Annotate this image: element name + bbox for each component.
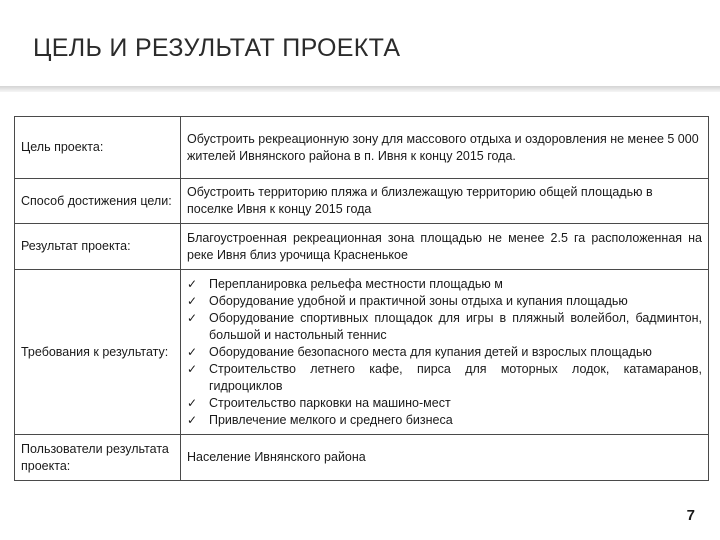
method-value: Обустроить территорию пляжа и близлежащую территорию общей площадью в поселке Ивня к концу 2015 года	[181, 179, 709, 224]
goal-label: Цель проекта:	[15, 117, 181, 179]
method-label: Способ достижения цели:	[15, 179, 181, 224]
list-item: ✓ Привлечение мелкого и среднего бизнеса	[187, 412, 453, 427]
requirements-list	[187, 276, 702, 429]
requirements-label: Требования к результату:	[15, 270, 181, 435]
checkmark-icon: ✓	[187, 344, 198, 359]
table-row	[15, 224, 709, 270]
checkmark-icon: ✓	[187, 395, 198, 410]
list-item: ✓ Оборудование удобной и практичной зоны отдыха и купания площадью	[187, 293, 628, 308]
table-row	[15, 117, 709, 179]
checkmark-icon: ✓	[187, 293, 198, 308]
page-number: 7	[686, 507, 695, 524]
table-row	[15, 270, 709, 435]
table-row	[15, 179, 709, 224]
list-item: ✓ Оборудование спортивных площадок для игры в пляжный волейбол, бадминтон, большой и настольный теннис	[187, 310, 702, 342]
checkmark-icon: ✓	[187, 361, 198, 376]
list-item: ✓ Оборудование безопасного места для купания детей и взрослых площадью	[187, 344, 652, 359]
checkmark-icon: ✓	[187, 412, 198, 427]
checkmark-icon: ✓	[187, 276, 198, 291]
requirements-value	[181, 270, 709, 435]
goal-value: Обустроить рекреационную зону для массового отдыха и оздоровления не менее 5 000 жителей Ивнянского района в п. Ивня к концу 2015 года.	[181, 117, 709, 179]
page-title: ЦЕЛЬ И РЕЗУЛЬТАТ ПРОЕКТА	[33, 34, 401, 62]
result-label: Результат проекта:	[15, 224, 181, 270]
result-value: Благоустроенная рекреационная зона площадью не менее 2.5 га расположенная на реке Ивня близ урочища Красненькое	[181, 224, 709, 270]
project-goal-table	[14, 116, 709, 481]
list-item: ✓ Строительство летнего кафе, пирса для моторных лодок, катамаранов, гидроциклов	[187, 361, 702, 393]
title-divider	[0, 86, 720, 92]
users-value: Население Ивнянского района	[181, 435, 709, 481]
list-item: ✓ Перепланировка рельефа местности площадью м	[187, 276, 503, 291]
table-row	[15, 435, 709, 481]
list-item: ✓ Строительство парковки на машино-мест	[187, 395, 451, 410]
users-label: Пользователи результата проекта:	[15, 435, 181, 481]
checkmark-icon: ✓	[187, 310, 198, 325]
